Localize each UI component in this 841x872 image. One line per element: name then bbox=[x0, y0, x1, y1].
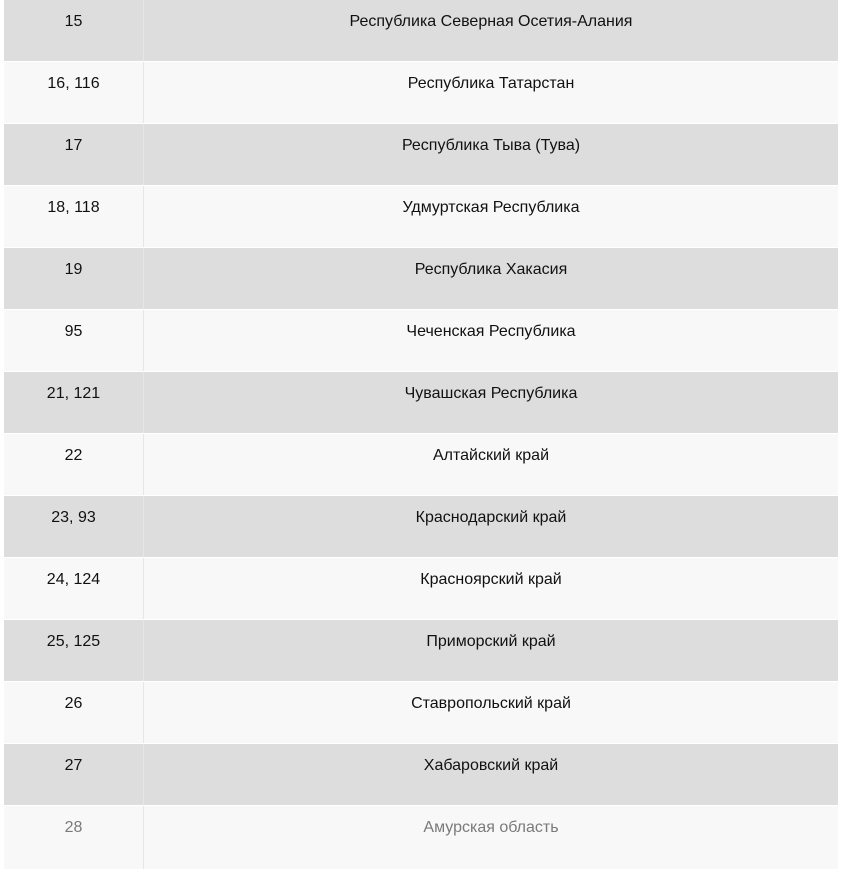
table-row bbox=[4, 372, 838, 434]
table-row bbox=[4, 558, 838, 620]
region-name-cell: Республика Татарстан bbox=[407, 75, 575, 92]
region-code-cell: 28 bbox=[4, 806, 144, 869]
table-row bbox=[4, 0, 838, 62]
region-code-cell: 18, 118 bbox=[4, 186, 144, 247]
region-name-cell: Приморский край bbox=[426, 633, 556, 650]
table-row bbox=[4, 186, 838, 248]
region-name-cell: Чувашская Республика bbox=[404, 385, 578, 402]
region-name-cell: Чеченская Республика bbox=[406, 323, 576, 340]
region-code-cell: 15 bbox=[4, 0, 144, 61]
region-code-cell: 17 bbox=[4, 124, 144, 185]
region-name-cell: Удмуртская Республика bbox=[402, 199, 580, 216]
region-code-cell: 19 bbox=[4, 248, 144, 309]
region-name-cell: Красноярский край bbox=[420, 571, 562, 588]
region-code-cell: 25, 125 bbox=[4, 620, 144, 681]
region-codes-table bbox=[4, 0, 838, 870]
region-name-cell: Алтайский край bbox=[432, 447, 550, 464]
table-row bbox=[4, 496, 838, 558]
region-name-cell: Республика Тыва (Тува) bbox=[401, 137, 581, 154]
table-row bbox=[4, 62, 838, 124]
table-row bbox=[4, 744, 838, 806]
region-name-cell: Республика Северная Осетия-Алания bbox=[349, 13, 633, 30]
region-code-cell: 26 bbox=[4, 682, 144, 743]
table-row bbox=[4, 124, 838, 186]
table-row bbox=[4, 620, 838, 682]
region-code-cell: 22 bbox=[4, 434, 144, 495]
region-name-cell: Амурская область bbox=[423, 819, 559, 836]
region-code-cell: 27 bbox=[4, 744, 144, 805]
region-code-cell: 16, 116 bbox=[4, 62, 144, 123]
region-code-cell: 23, 93 bbox=[4, 496, 144, 557]
table-row bbox=[4, 434, 838, 496]
table-row bbox=[4, 248, 838, 310]
region-name-cell: Хабаровский край bbox=[423, 757, 559, 774]
region-name-cell: Ставропольский край bbox=[411, 695, 571, 712]
region-code-cell: 95 bbox=[4, 310, 144, 371]
region-code-cell: 21, 121 bbox=[4, 372, 144, 433]
table-row bbox=[4, 682, 838, 744]
region-name-cell: Республика Хакасия bbox=[414, 261, 568, 278]
table-row bbox=[4, 310, 838, 372]
region-code-cell: 24, 124 bbox=[4, 558, 144, 619]
region-name-cell: Краснодарский край bbox=[415, 509, 567, 526]
table-row bbox=[4, 806, 838, 870]
